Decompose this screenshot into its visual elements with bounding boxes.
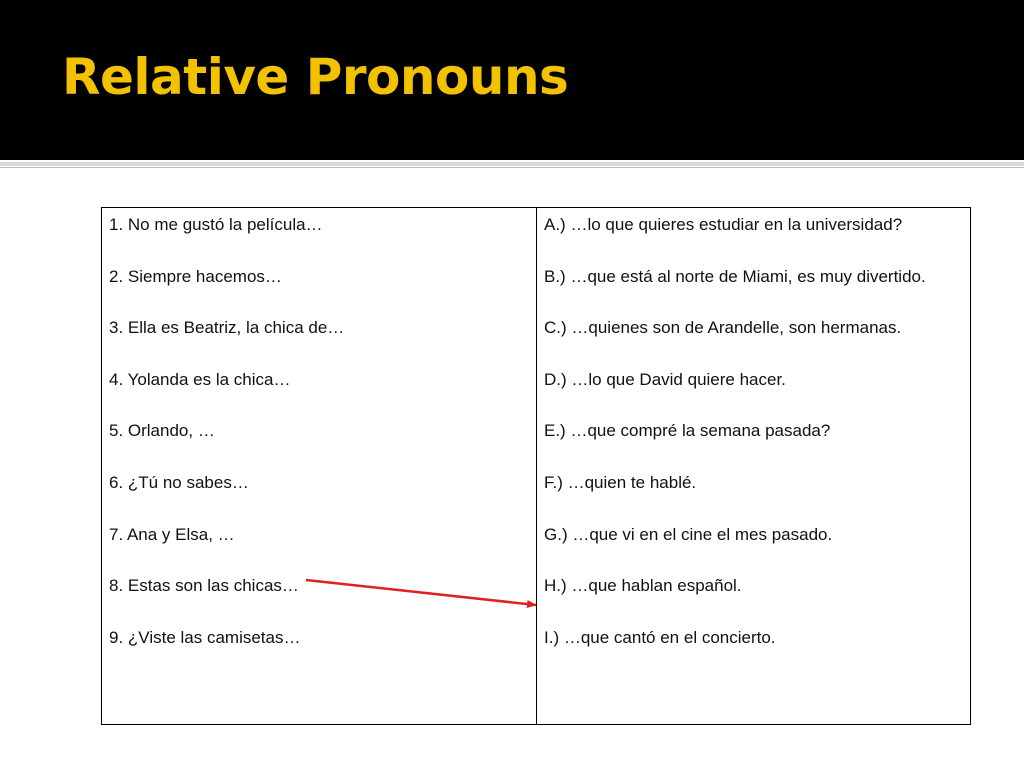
left-item-2: 2. Siempre hacemos… [109, 266, 282, 286]
divider-line-thin [0, 167, 1024, 168]
title-band [0, 0, 1024, 160]
left-item-7: 7. Ana y Elsa, … [109, 524, 235, 544]
left-item-6: 6. ¿Tú no sabes… [109, 472, 249, 492]
right-item-b: B.) …que está al norte de Miami, es muy divertido. [544, 266, 926, 286]
right-item-d: D.) …lo que David quiere hacer. [544, 369, 786, 389]
left-item-1: 1. No me gustó la película… [109, 215, 323, 234]
right-item-e: E.) …que compré la semana pasada? [544, 421, 831, 441]
right-item-c: C.) …quienes son de Arandelle, son hermanas. [544, 318, 902, 338]
right-item-f: F.) …quien te hablé. [544, 472, 697, 492]
slide-title: Relative Pronouns [62, 48, 569, 106]
left-item-4: 4. Yolanda es la chica… [109, 369, 291, 389]
right-item-i: I.) …que cantó en el concierto. [544, 627, 776, 647]
left-item-8: 8. Estas son las chicas… [109, 576, 299, 596]
right-item-h: H.) …que hablan español. [544, 576, 742, 596]
right-item-g: G.) …que vi en el cine el mes pasado. [544, 524, 833, 544]
left-item-9: 9. ¿Viste las camisetas… [109, 627, 301, 647]
divider-line [0, 162, 1024, 166]
left-column [102, 208, 537, 724]
right-item-a: A.) …lo que quieres estudiar en la universidad? [544, 215, 903, 234]
left-item-5: 5. Orlando, … [109, 421, 215, 441]
right-column [537, 208, 970, 724]
matching-table [101, 207, 971, 725]
left-item-3: 3. Ella es Beatriz, la chica de… [109, 318, 345, 338]
